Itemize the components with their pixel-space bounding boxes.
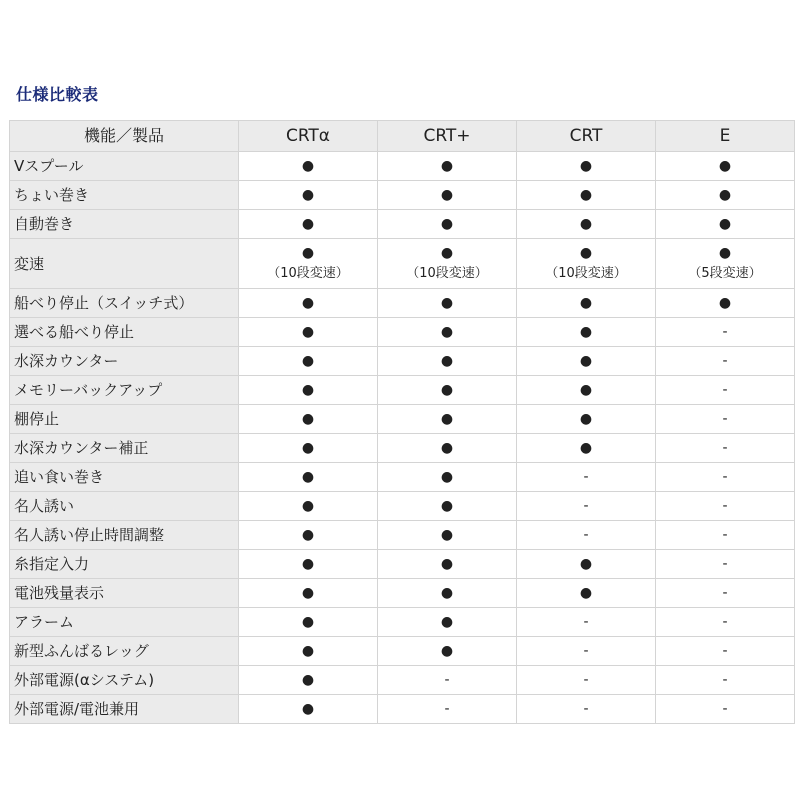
cell-crt-alpha: ● — [239, 210, 378, 239]
cell-e: - — [656, 666, 795, 695]
feature-label: ちょい巻き — [10, 181, 239, 210]
cell-e: - — [656, 695, 795, 724]
table-row — [10, 239, 795, 289]
cell-crt: ● — [517, 347, 656, 376]
column-header-feature: 機能／製品 — [10, 121, 239, 152]
table-row — [10, 550, 795, 579]
cell-crt-alpha: ● — [239, 376, 378, 405]
cell-crt-alpha: ● — [239, 608, 378, 637]
table-row — [10, 405, 795, 434]
cell-crt-alpha: ● — [239, 434, 378, 463]
table-row — [10, 152, 795, 181]
feature-label: 自動巻き — [10, 210, 239, 239]
cell-crt-plus: ● — [378, 550, 517, 579]
support-mark: ● — [579, 245, 593, 261]
cell-crt-plus: - — [378, 695, 517, 724]
feature-label: 新型ふんばるレッグ — [10, 637, 239, 666]
cell-crt: ● — [517, 289, 656, 318]
feature-label: 外部電源/電池兼用 — [10, 695, 239, 724]
cell-crt-plus: ● — [378, 405, 517, 434]
cell-crt-alpha: ● — [239, 152, 378, 181]
cell-e — [656, 239, 795, 289]
cell-crt: ● — [517, 550, 656, 579]
cell-note: （10段変速） — [267, 266, 349, 281]
cell-crt-alpha: ● — [239, 492, 378, 521]
feature-label: 水深カウンター — [10, 347, 239, 376]
cell-e: - — [656, 579, 795, 608]
cell-crt-plus: - — [378, 666, 517, 695]
cell-crt-alpha: ● — [239, 695, 378, 724]
table-row — [10, 376, 795, 405]
cell-crt: ● — [517, 152, 656, 181]
table-row — [10, 181, 795, 210]
cell-crt-alpha: ● — [239, 181, 378, 210]
table-row — [10, 521, 795, 550]
cell-e: - — [656, 637, 795, 666]
cell-crt-alpha: ● — [239, 579, 378, 608]
cell-e: - — [656, 434, 795, 463]
cell-crt-alpha: ● — [239, 521, 378, 550]
cell-crt-plus: ● — [378, 521, 517, 550]
cell-crt-alpha: ● — [239, 463, 378, 492]
table-row — [10, 492, 795, 521]
column-header-crt: CRT — [517, 121, 656, 152]
cell-e: - — [656, 550, 795, 579]
cell-crt: ● — [517, 181, 656, 210]
cell-note: （10段変速） — [545, 266, 627, 281]
cell-note: （5段変速） — [688, 266, 762, 281]
cell-e: - — [656, 347, 795, 376]
table-body — [10, 152, 795, 724]
cell-e: - — [656, 405, 795, 434]
feature-label: 船べり停止（スイッチ式） — [10, 289, 239, 318]
feature-label: 糸指定入力 — [10, 550, 239, 579]
cell-crt: ● — [517, 210, 656, 239]
cell-crt: - — [517, 637, 656, 666]
cell-crt: - — [517, 666, 656, 695]
cell-e: - — [656, 608, 795, 637]
cell-crt — [517, 239, 656, 289]
cell-crt: ● — [517, 405, 656, 434]
cell-crt: ● — [517, 318, 656, 347]
cell-crt-plus: ● — [378, 434, 517, 463]
cell-crt-alpha: ● — [239, 637, 378, 666]
column-header-e: E — [656, 121, 795, 152]
support-mark: ● — [718, 245, 732, 261]
cell-e: ● — [656, 181, 795, 210]
support-mark: ● — [440, 245, 454, 261]
cell-note: （10段変速） — [406, 266, 488, 281]
cell-e: - — [656, 463, 795, 492]
cell-e: - — [656, 492, 795, 521]
table-row — [10, 608, 795, 637]
table-row — [10, 289, 795, 318]
cell-crt-plus: ● — [378, 463, 517, 492]
cell-crt-plus: ● — [378, 637, 517, 666]
feature-label: 選べる船べり停止 — [10, 318, 239, 347]
cell-e: - — [656, 318, 795, 347]
cell-crt-plus: ● — [378, 608, 517, 637]
feature-label: 変速 — [10, 239, 239, 289]
table-row — [10, 637, 795, 666]
table-row — [10, 210, 795, 239]
feature-label: Vスプール — [10, 152, 239, 181]
cell-crt: - — [517, 463, 656, 492]
cell-e: ● — [656, 152, 795, 181]
cell-crt-alpha — [239, 239, 378, 289]
cell-crt-plus: ● — [378, 210, 517, 239]
cell-crt: ● — [517, 434, 656, 463]
cell-e: - — [656, 376, 795, 405]
cell-crt-alpha: ● — [239, 347, 378, 376]
cell-crt-plus: ● — [378, 181, 517, 210]
column-header-crt-alpha: CRTα — [239, 121, 378, 152]
cell-crt-alpha: ● — [239, 289, 378, 318]
cell-crt-plus: ● — [378, 492, 517, 521]
cell-e: - — [656, 521, 795, 550]
page-title: 仕様比較表 — [16, 85, 99, 104]
cell-crt: ● — [517, 376, 656, 405]
table-row — [10, 695, 795, 724]
feature-label: 棚停止 — [10, 405, 239, 434]
table-row — [10, 347, 795, 376]
cell-crt: ● — [517, 579, 656, 608]
table-row — [10, 579, 795, 608]
cell-crt-alpha: ● — [239, 666, 378, 695]
cell-crt-plus: ● — [378, 347, 517, 376]
column-header-crt-plus: CRT+ — [378, 121, 517, 152]
feature-label: 追い食い巻き — [10, 463, 239, 492]
cell-crt-alpha: ● — [239, 550, 378, 579]
support-mark: ● — [301, 245, 315, 261]
spec-comparison-table — [9, 120, 795, 724]
cell-crt-plus: ● — [378, 152, 517, 181]
feature-label: 名人誘い — [10, 492, 239, 521]
feature-label: メモリーバックアップ — [10, 376, 239, 405]
table-row — [10, 318, 795, 347]
cell-crt-plus — [378, 239, 517, 289]
feature-label: 電池残量表示 — [10, 579, 239, 608]
cell-crt-alpha: ● — [239, 405, 378, 434]
table-row — [10, 666, 795, 695]
cell-crt-plus: ● — [378, 376, 517, 405]
cell-crt: - — [517, 608, 656, 637]
table-row — [10, 434, 795, 463]
cell-crt: - — [517, 492, 656, 521]
cell-crt-plus: ● — [378, 289, 517, 318]
feature-label: 外部電源(αシステム) — [10, 666, 239, 695]
cell-e: ● — [656, 210, 795, 239]
feature-label: 名人誘い停止時間調整 — [10, 521, 239, 550]
cell-crt-plus: ● — [378, 579, 517, 608]
feature-label: アラーム — [10, 608, 239, 637]
feature-label: 水深カウンター補正 — [10, 434, 239, 463]
cell-e: ● — [656, 289, 795, 318]
cell-crt-alpha: ● — [239, 318, 378, 347]
cell-crt: - — [517, 695, 656, 724]
table-header-row — [10, 121, 795, 152]
cell-crt: - — [517, 521, 656, 550]
table-row — [10, 463, 795, 492]
cell-crt-plus: ● — [378, 318, 517, 347]
